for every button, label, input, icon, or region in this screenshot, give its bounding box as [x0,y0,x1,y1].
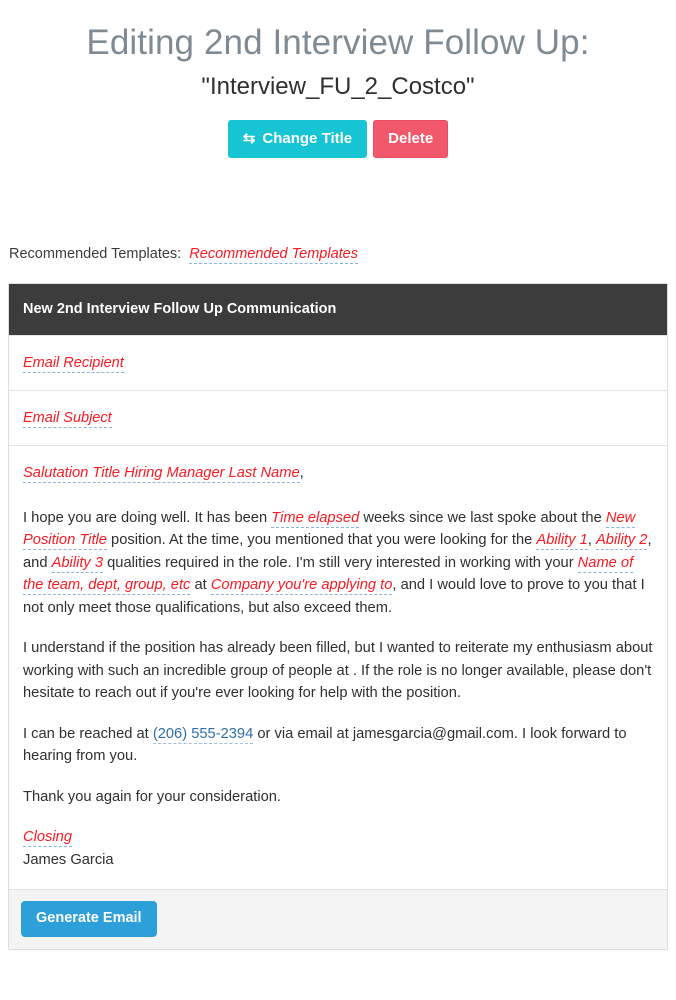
email-subject-placeholder[interactable]: Email Subject [23,410,112,426]
email-body [9,445,667,889]
ability-3-placeholder[interactable]: Ability 3 [51,554,104,571]
email-subject-row[interactable] [9,390,667,445]
recommended-templates-link[interactable]: Recommended Templates [189,246,358,262]
salutation-comma: , [299,465,304,481]
panel-heading: New 2nd Interview Follow Up Communication [9,284,667,335]
change-title-button-label: Change Title [262,130,353,147]
delete-button-label: Delete [388,130,434,147]
salutation-line [23,462,653,485]
delete-button[interactable] [373,120,448,158]
email-recipient-placeholder[interactable]: Email Recipient [23,355,124,371]
signature-name: James Garcia [23,851,114,868]
team-name-placeholder[interactable]: Name of the team, dept, group, etc [23,554,634,593]
p1-text-a: I hope you are doing well. It has been [23,509,272,526]
p3-text-a: I can be reached at [23,725,153,742]
paragraph-4: Thank you again for your consideration. [23,788,281,805]
p1-text-h: , and I would love to prove to you that I not only meet those qualifications, but also exceed them. [23,577,645,616]
generate-email-button[interactable]: Generate Email [21,901,157,937]
salutation-placeholder[interactable]: Salutation Title Hiring Manager Last Name [23,465,300,481]
p1-text-d: , [587,532,597,548]
paragraph-3 [23,723,653,768]
closing-block [23,826,653,871]
p2-text-a: I understand if the position has already been filled, but I wanted to reiterate my enthusiasm about working with such an incredible group of people at [23,640,653,679]
email-recipient-row[interactable] [9,335,667,390]
p1-text-f: qualities required in the role. I'm still very interested in working with your [103,554,578,571]
new-position-title-placeholder[interactable]: New Position Title [23,509,636,548]
p1-text-b: weeks since we last spoke about the [359,509,606,526]
closing-placeholder[interactable]: Closing [23,829,72,845]
change-title-button[interactable] [228,120,367,158]
communication-panel [8,283,668,950]
panel-footer [9,889,667,949]
page-title: Editing 2nd Interview Follow Up: [86,23,590,62]
time-elapsed-placeholder[interactable]: Time elapsed [271,509,360,526]
ability-2-placeholder[interactable]: Ability 2 [596,532,648,548]
paragraph-2 [23,637,653,705]
p1-text-g: at [190,577,211,593]
recommended-templates-line [0,244,676,264]
company-placeholder[interactable]: Company you're applying to [210,577,393,593]
swap-arrows-icon: ⇆ [242,130,256,147]
ability-1-placeholder[interactable]: Ability 1 [536,532,588,548]
template-name-subtitle: "Interview_FU_2_Costco" [201,73,475,100]
page-header [0,0,676,158]
p1-text-c: position. At the time, you mentioned that you were looking for the [106,532,537,548]
recommended-templates-label: Recommended Templates: [9,246,182,262]
p1-text-e: , and [23,532,652,571]
paragraph-1 [23,507,653,620]
header-actions [0,120,676,158]
p2-text-b: . If the role is no longer available, please don't hesitate to reach out if you're ever looking for help with the position. [23,662,652,701]
phone-number-link[interactable]: (206) 555-2394 [152,725,254,742]
p3-text-b: or via email at jamesgarcia@gmail.com. I look forward to hearing from you. [23,725,627,764]
